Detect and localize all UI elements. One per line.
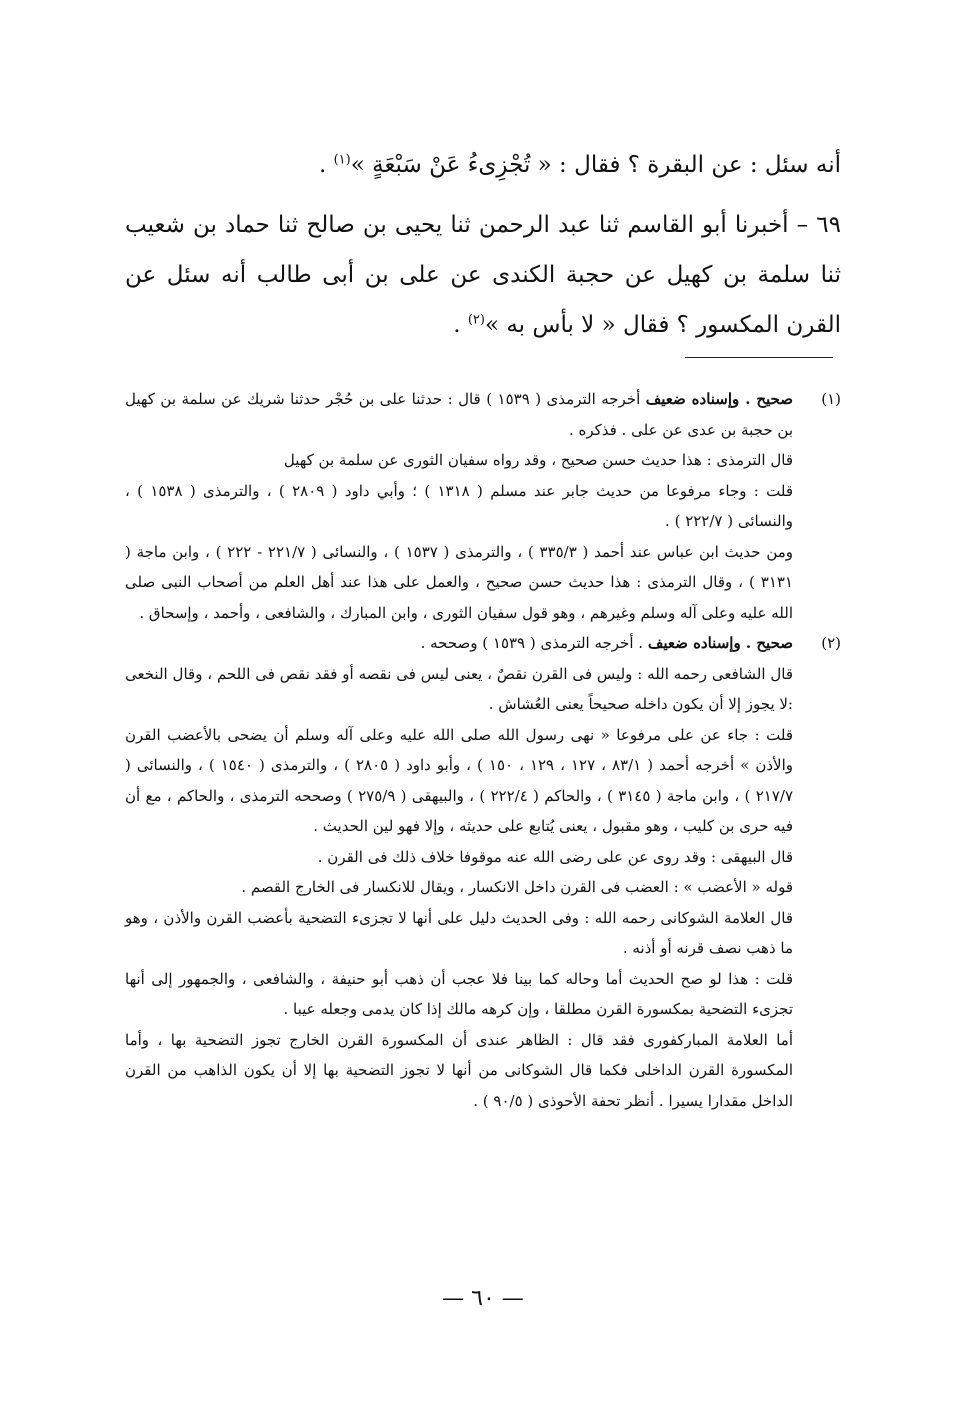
footnote-separator: [685, 357, 833, 358]
footnote-2-p8: أما العلامة المباركفورى فقد قال : الظاهر عندى أن المكسورة القرن الخارج تجوز التضحية بها ، وأما المكسورة القرن الداخلى فكما قال الشوكانى من أنها لا تجوز التضحية بها إلا أن يكون الذاهب من القرن الداخل مقدارا يسيرا . أنظر تحفة الأحوذى ( ٩٠/٥ ) .: [125, 1030, 793, 1110]
footnote-number: (١): [821, 390, 841, 408]
footnote-2-p5: قوله « الأعضب » : العضب فى القرن داخل الانكسار ، ويقال للانكسار فى الخارج القصم .: [241, 878, 793, 896]
footnote-ref-2: (٢): [467, 312, 485, 328]
footnote-1-p2: قال الترمذى : هذا حديث حسن صحيح ، وقد رواه سفيان الثورى عن سلمة بن كهيل: [283, 451, 793, 469]
text-line-top: أنه سئل : عن البقرة ؟ فقال : « تُجْزِىءُ عَنْ سَبْعَةٍ »$^{(١)}$ .: [318, 152, 841, 178]
hadith-69-body: ٦٩ – أخبرنا أبو القاسم ثنا عبد الرحمن ثنا يحيى بن صالح ثنا حماد بن شعيب ثنا سلمة بن كهيل عن حجبة الكندى عن على بن أبى طالب أنه سئل عن القرن المكسور ؟ فقال « لا بأس به »: [125, 212, 841, 338]
footnote-2-p2: قال الشافعى رحمه الله : وليس فى القرن نقصٌ ، يعنى ليس فى نقصه أو فقد نقص فى اللحم ، وقال النخعى :لا يجوز إلا أن يكون داخله صحيحاً يعنى العُشاش .: [125, 664, 793, 713]
footnote-1-p1: [125, 384, 793, 445]
footnote-number: (٢): [821, 634, 841, 652]
footnote-ref-1: (١): [333, 152, 351, 168]
footnote-1-p3: قلت : وجاء مرفوعا من حديث جابر عند مسلم ( ١٣١٨ ) ؛ وأبي داود ( ٢٨٠٩ ) ، والترمذى ( ١٥٣٨ ) ، والنسائى ( ٢٢٢/٧ ) .: [125, 481, 793, 530]
footnote-1: [125, 384, 841, 628]
footnote-grade: صحيح . وإسناده ضعيف: [647, 634, 793, 652]
footnote-text: أخرجه الترمذى ( ١٥٣٩ ) قال : حدثنا على بن حُجْر حدثنا شريك عن سلمة بن كهيل بن حجبة بن عدى عن على . فذكره .: [125, 390, 793, 439]
hadith-69: ٦٩ – أخبرنا أبو القاسم ثنا عبد الرحمن ثنا يحيى بن صالح ثنا حماد بن شعيب ثنا سلمة بن كهيل عن حجبة الكندى عن على بن أبى طالب أنه سئل عن القرن المكسور ؟ فقال « لا بأس به »$^{(٢)}$ .: [125, 212, 841, 338]
footnote-2-p4: قال البيهقى : وقد روى عن على رضى الله عنه موقوفا خلاف ذلك فى القرن .: [317, 847, 793, 866]
footnotes: [125, 384, 841, 1116]
footnote-2-p3: قلت : جاء عن على مرفوعا « نهى رسول الله صلى الله عليه وعلى آله وسلم أن يضحى بالأعضب القرن والأذن » أخرجه أحمد ( ٨٣/١ ، ١٢٧ ، ١٢٩ ، ١٥٠ ) ، وأبو داود ( ٢٨٠٥ ) ، والترمذى ( ١٥٤٠ ) ، والنسائى ( ٢١٧/٧ ) ، وابن ماجة ( ٣١٤٥ ) ، والحاكم ( ٢٢٢/٤ ) ، والبيهقى ( ٢٧٥/٩ ) وصححه الترمذى ، والحاكم ، مع أن فيه حرى بن كليب ، وهو مقبول ، يعنى يُتابع على حديثه ، وإلا فهو لين الحديث .: [125, 725, 793, 835]
footnote-grade: صحيح . وإسناده ضعيف: [645, 390, 793, 408]
footnote-2: [125, 628, 841, 1116]
footnote-2-p7: قلت : هذا لو صح الحديث أما وحاله كما بينا فلا عجب أن ذهب أبو حنيفة ، والشافعى ، والجمهور إلى أنها تجزىء التضحية بمكسورة القرن مطلقا ، وإن كرهه مالك إذا كان يدمى وجعله عيبا .: [125, 969, 793, 1018]
footnote-2-p1: [125, 628, 793, 659]
main-text: [125, 140, 841, 350]
footnote-2-p6: قال العلامة الشوكانى رحمه الله : وفى الحديث دليل على أنها لا تجزىء التضحية بأعضب القرن والأذن ، وهو ما ذهب نصف قرنه أو أذنه .: [125, 908, 793, 957]
footnote-1-p4: ومن حديث ابن عباس عند أحمد ( ٣٣٥/٣ ) ، والترمذى ( ١٥٣٧ ) ، والنسائى ( ٢٢١/٧ - ٢٢٢ ) ، وابن ماجة ( ٣١٣١ ) ، وقال الترمذى : هذا حديث حسن صحيح ، والعمل على هذا عند أهل العلم من أصحاب النبى صلى الله عليه وعلى آله وسلم وغيرهم ، وهو قول سفيان الثورى ، وابن المبارك ، والشافعى ، وأحمد ، وإسحاق .: [125, 542, 794, 622]
footnote-text: . أخرجه الترمذى ( ١٥٣٩ ) وصححه .: [420, 634, 644, 652]
page-number: — ٦٠ —: [442, 1286, 524, 1311]
text-line-top-body: أنه سئل : عن البقرة ؟ فقال : « تُجْزِىءُ عَنْ سَبْعَةٍ »: [350, 152, 841, 178]
